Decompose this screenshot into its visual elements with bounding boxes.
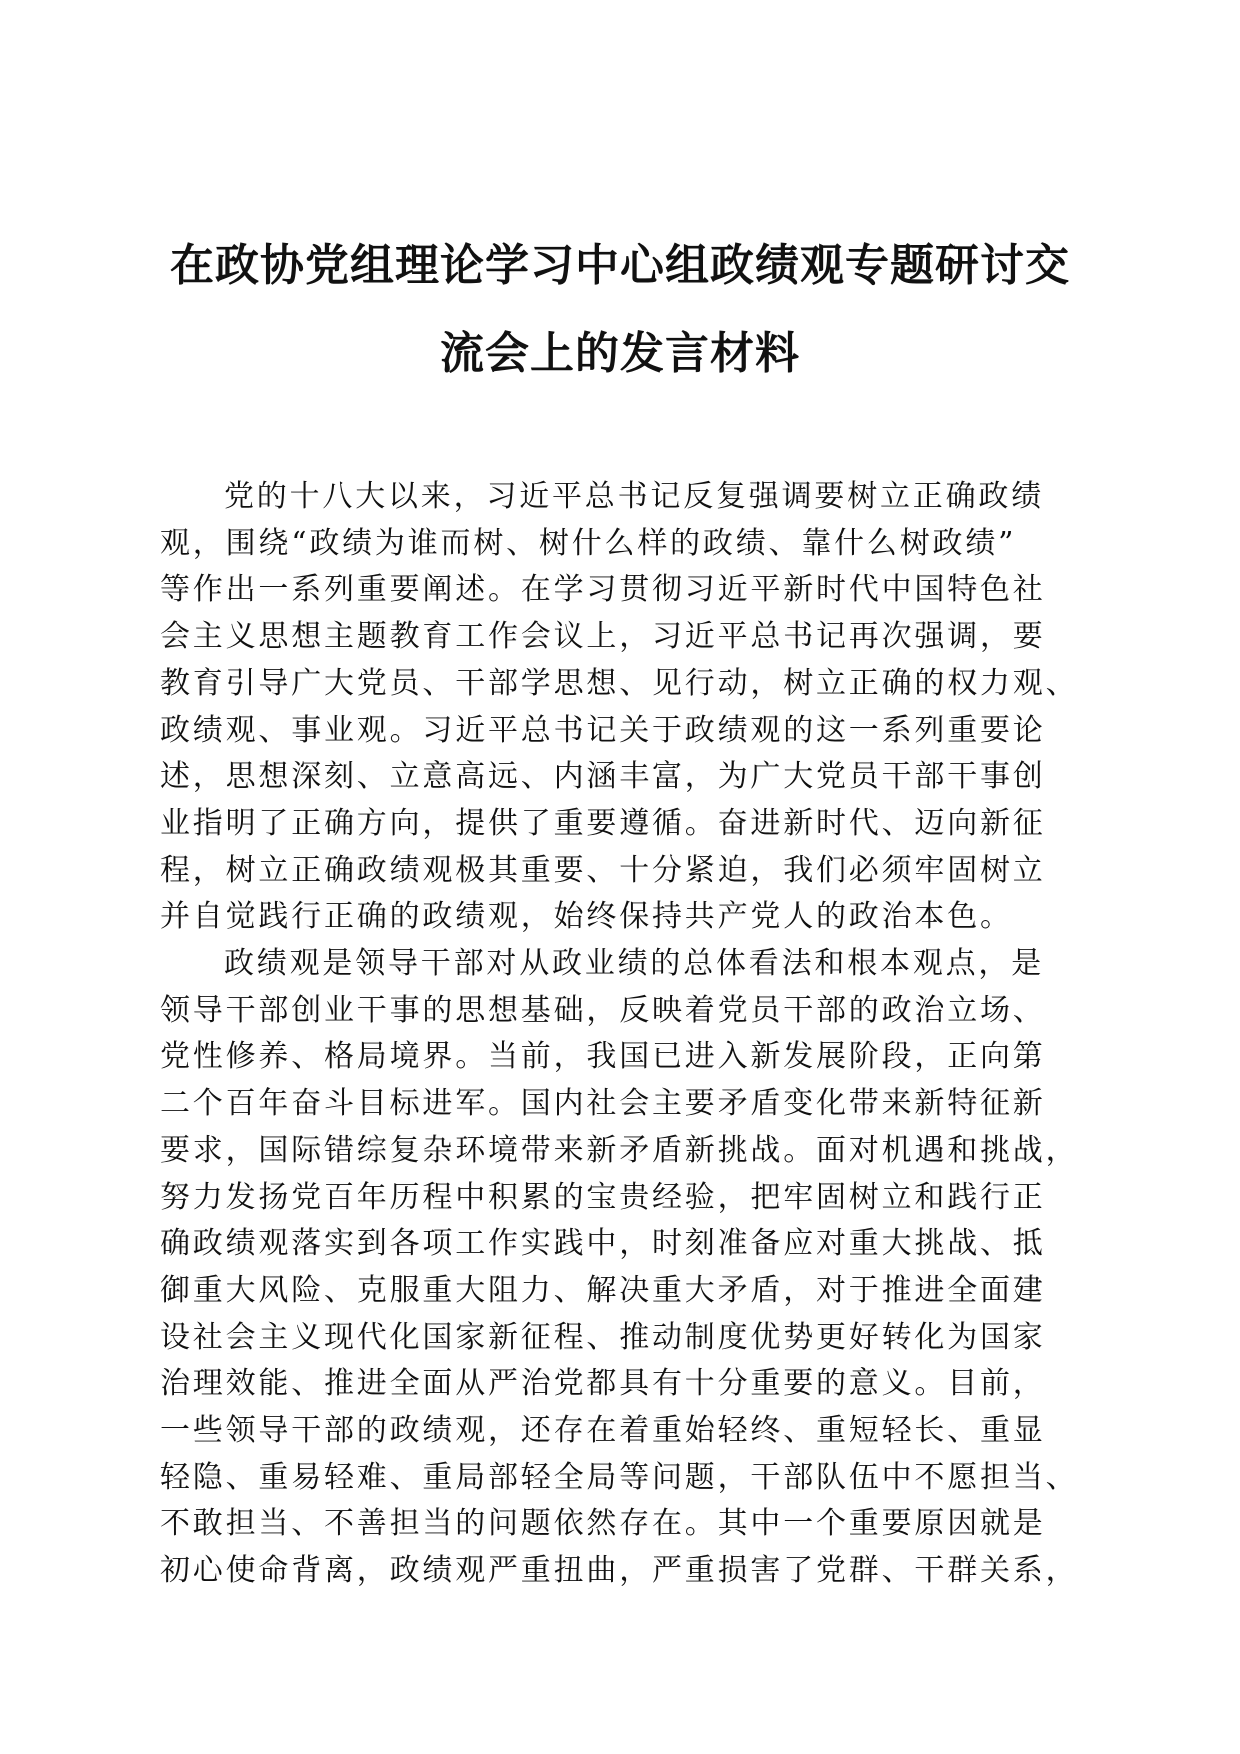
paragraph-2-line-6: 努力发扬党百年历程中积累的宝贵经验，把牢固树立和践行正 [160,1179,1046,1215]
paragraph-2-line-13: 不敢担当、不善担当的问题依然存在。其中一个重要原因就是 [160,1506,1046,1542]
paragraph-1-line-5: 教育引导广大党员、干部学思想、见行动，树立正确的权力观、 [160,665,1079,701]
paragraph-2-line-1: 政绩观是领导干部对从政业绩的总体看法和根本观点，是 [224,946,1044,982]
paragraph-1-line-9: 程，树立正确政绩观极其重要、十分紧迫，我们必须牢固树立 [160,852,1046,888]
paragraph-1-line-2: 观，围绕“政绩为谁而树、树什么样的政绩、靠什么树政绩” [160,525,1017,561]
document-body [160,474,1080,1595]
paragraph-2-line-7: 确政绩观落实到各项工作实践中，时刻准备应对重大挑战、抵 [160,1226,1046,1262]
paragraph-1-line-7: 述，思想深刻、立意高远、内涵丰富，为广大党员干部干事创 [160,759,1046,795]
title-line-1: 在政协党组理论学习中心组政绩观专题研讨交 [170,240,1070,291]
paragraph-1-line-3: 等作出一系列重要阐述。在学习贯彻习近平新时代中国特色社 [160,572,1046,608]
paragraph-2-line-8: 御重大风险、克服重大阻力、解决重大矛盾，对于推进全面建 [160,1272,1046,1308]
paragraph-2 [160,941,1080,1595]
paragraph-1-line-4: 会主义思想主题教育工作会议上，习近平总书记再次强调，要 [160,619,1046,655]
paragraph-1-line-10: 并自觉践行正确的政绩观，始终保持共产党人的政治本色。 [160,899,1013,935]
paragraph-2-line-10: 治理效能、推进全面从严治党都具有十分重要的意义。目前， [160,1366,1046,1402]
title-line-2: 流会上的发言材料 [440,328,800,379]
paragraph-1-line-6: 政绩观、事业观。习近平总书记关于政绩观的这一系列重要论 [160,712,1046,748]
paragraph-2-line-4: 二个百年奋斗目标进军。国内社会主要矛盾变化带来新特征新 [160,1086,1046,1122]
paragraph-1-line-1: 党的十八大以来，习近平总书记反复强调要树立正确政绩 [224,479,1044,514]
paragraph-2-line-11: 一些领导干部的政绩观，还存在着重始轻终、重短轻长、重显 [160,1413,1046,1449]
paragraph-2-line-2: 领导干部创业干事的思想基础，反映着党员干部的政治立场、 [160,992,1046,1028]
paragraph-2-line-14: 初心使命背离，政绩观严重扭曲，严重损害了党群、干群关系， [160,1553,1079,1589]
document-title [150,222,1090,398]
paragraph-2-line-9: 设社会主义现代化国家新征程、推动制度优势更好转化为国家 [160,1319,1046,1355]
paragraph-1 [160,474,1080,941]
paragraph-2-line-5: 要求，国际错综复杂环境带来新矛盾新挑战。面对机遇和挑战， [160,1132,1079,1168]
paragraph-2-line-3: 党性修养、格局境界。当前，我国已进入新发展阶段，正向第 [160,1039,1046,1075]
paragraph-2-line-12: 轻隐、重易轻难、重局部轻全局等问题，干部队伍中不愿担当、 [160,1459,1079,1495]
paragraph-1-line-8: 业指明了正确方向，提供了重要遵循。奋进新时代、迈向新征 [160,805,1046,841]
